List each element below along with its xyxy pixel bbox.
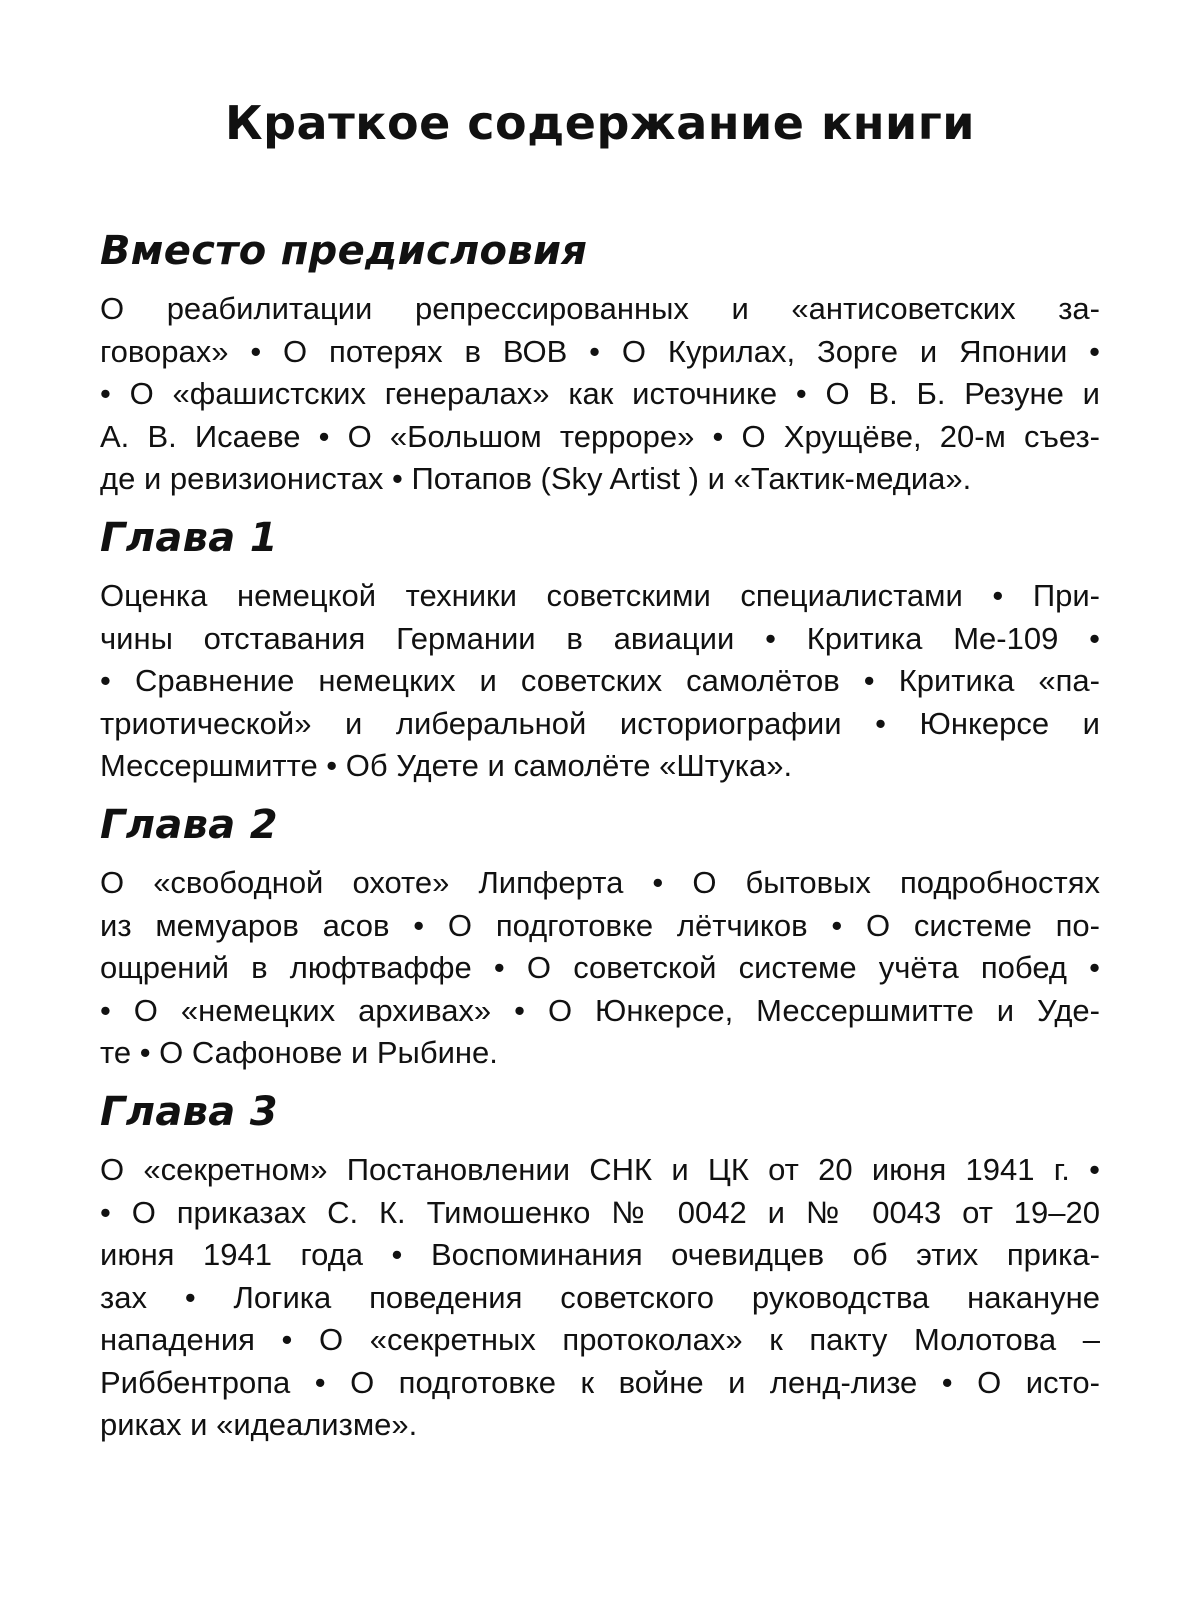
text-line: ощрений в люфтваффе • О советской системе учёта побед • — [100, 950, 1100, 985]
text-line: • О «немецких архивах» • О Юнкерсе, Мессершмитте и Уде- — [100, 992, 1100, 1028]
text-line: А. В. Исаеве • О «Большом терроре» • О Хрущёве, 20-м съез- — [100, 418, 1100, 454]
section-foreword — [100, 228, 1100, 501]
text-line: те • О Сафонове и Рыбине. — [100, 1035, 498, 1070]
text-line: О реабилитации репрессированных и «антисоветских за- — [100, 291, 1100, 326]
text-line: • О приказах С. К. Тимошенко № 0042 и № 0043 от 19–20 — [100, 1194, 1100, 1230]
text-line: О «свободной охоте» Липферта • О бытовых подробностях — [100, 865, 1100, 900]
text-line: О «секретном» Постановлении СНК и ЦК от 20 июня 1941 г. • — [100, 1152, 1100, 1187]
section-body — [100, 1149, 1100, 1447]
text-line: Риббентропа • О подготовке к войне и ленд-лизе • О исто- — [100, 1364, 1100, 1400]
text-line: де и ревизионистах • Потапов (Sky Artist ) и «Тактик-медиа». — [100, 461, 972, 496]
text-line: чины отставания Германии в авиации • Критика Me-109 • — [100, 620, 1100, 656]
text-line: нападения • О «секретных протоколах» к пакту Молотова – — [100, 1322, 1100, 1357]
section-body — [100, 575, 1100, 788]
text-line: • Сравнение немецких и советских самолётов • Критика «па- — [100, 663, 1100, 698]
text-line: июня 1941 года • Воспоминания очевидцев об этих прика- — [100, 1237, 1100, 1272]
page-title: Краткое содержание книги — [225, 96, 975, 150]
text-line: из мемуаров асов • О подготовке лётчиков • О системе по- — [100, 907, 1100, 943]
section-chapter-3 — [100, 1089, 1100, 1447]
section-heading: Глава 1 — [100, 515, 278, 561]
section-heading: Вместо предисловия — [100, 228, 588, 274]
text-line: говорах» • О потерях в ВОВ • О Курилах, Зорге и Японии • — [100, 333, 1100, 369]
text-line: триотической» и либеральной историографии • Юнкерсе и — [100, 705, 1100, 741]
text-line: Мессершмитте • Об Удете и самолёте «Штука». — [100, 748, 793, 783]
section-heading: Глава 2 — [100, 802, 278, 848]
text-line: зах • Логика поведения советского руководства накануне — [100, 1279, 1100, 1315]
section-body — [100, 288, 1100, 501]
section-heading: Глава 3 — [100, 1089, 278, 1135]
text-line: Оценка немецкой техники советскими специалистами • При- — [100, 578, 1100, 613]
section-body — [100, 862, 1100, 1075]
text-line: риках и «идеализме». — [100, 1407, 418, 1442]
section-chapter-2 — [100, 802, 1100, 1075]
section-chapter-1 — [100, 515, 1100, 788]
text-line: • О «фашистских генералах» как источнике • О В. Б. Резуне и — [100, 376, 1100, 411]
